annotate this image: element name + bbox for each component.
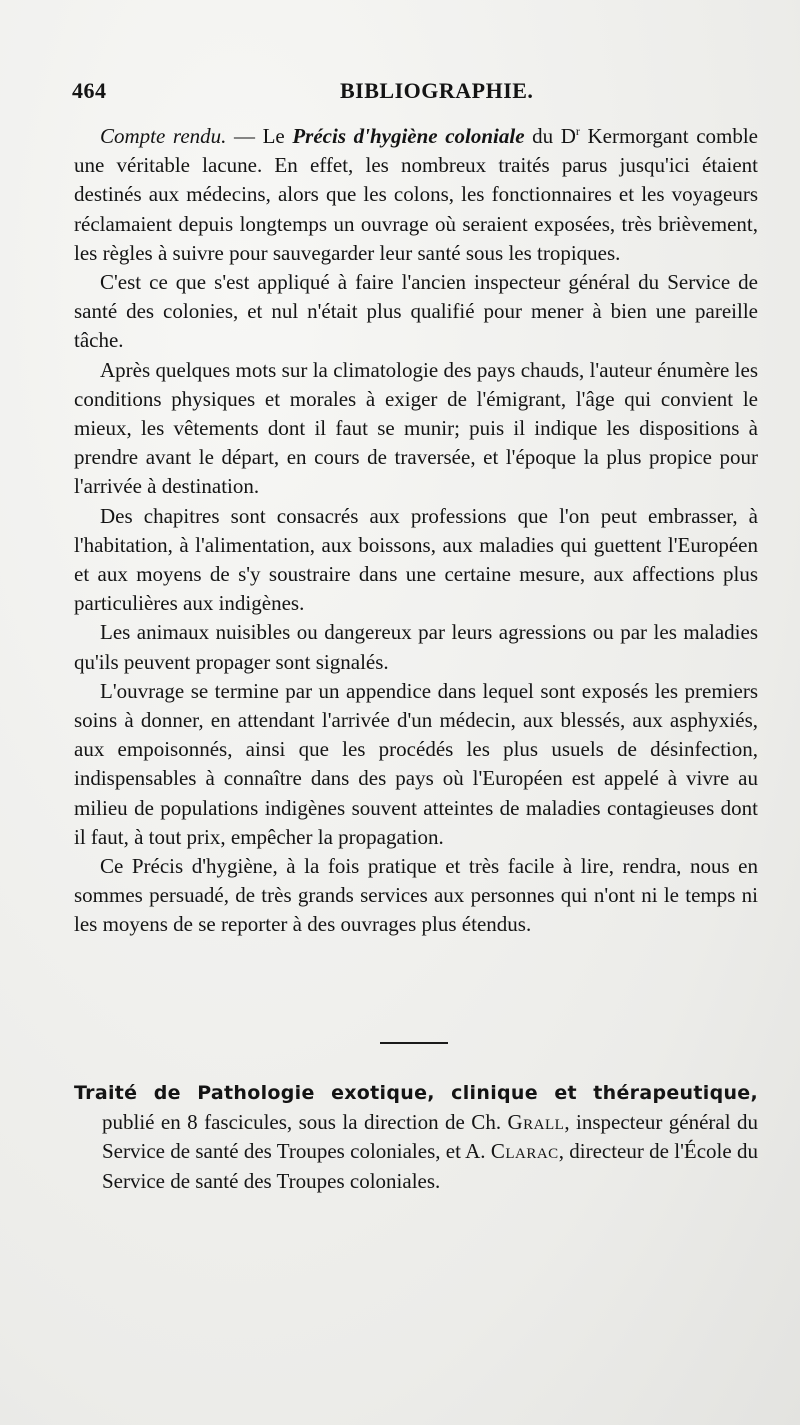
entry-name-grall: Grall <box>507 1110 565 1135</box>
book-title: Précis d'hygiène coloniale <box>292 124 525 148</box>
entry-name-clarac: Clarac <box>490 1139 559 1164</box>
section-title: BIBLIOGRAPHIE. <box>340 78 534 103</box>
review-paragraph-1 <box>74 122 758 268</box>
author-sup: r <box>575 124 580 138</box>
review-paragraph-1-text: Kermorgant comble une véritable lacune. En effet, les nombreux traités parus jusqu'ici étaient destinés aux médecins, alors que les colons, les fonctionnaires et les voyageurs réclamaient depuis longtemps un ouvrage où seraient exposées, très brièvement, les règles à suivre pour sauvegarder leur santé sous les tropiques. <box>74 124 758 265</box>
review-paragraph-4: Des chapitres sont consacrés aux professions que l'on peut embrasser, à l'habitation, à l'alimentation, aux boissons, aux maladies qui guettent l'Européen et aux moyens de s'y soustraire dans une certaine mesure, aux affections plus particulières aux indigènes. <box>74 503 758 616</box>
review-dash: — Le <box>226 124 293 148</box>
entry-text-2: , inspecteur général du Service de santé des Troupes coloniales, et A. <box>102 1110 758 1164</box>
review-paragraph-7: Ce Précis d'hygiène, à la fois pratique et très facile à lire, rendra, nous en sommes persuadé, de très grands services aux personnes qui n'ont ni le temps ni les moyens de se reporter à des ouvrages plus étendus. <box>74 854 758 937</box>
review-paragraph-2: C'est ce que s'est appliqué à faire l'ancien inspecteur général du Service de santé des colonies, et nul n'était plus qualifié pour mener à bien une pareille tâche. <box>74 270 758 353</box>
bibliography-entry <box>74 1078 758 1196</box>
entry-text-1: publié en 8 fascicules, sous la direction de Ch. <box>102 1110 508 1135</box>
entry-title: Traité de Pathologie exotique, clinique et thérapeutique, <box>74 1082 758 1104</box>
entry-text-3: , directeur de l'École du Service de santé des Troupes coloniales. <box>102 1139 758 1193</box>
author-prefix: du D <box>524 124 576 148</box>
review-paragraph-5: Les animaux nuisibles ou dangereux par leurs agressions ou par les maladies qu'ils peuvent propager sont signalés. <box>74 620 758 674</box>
review-text <box>74 122 758 940</box>
section-divider <box>380 1042 448 1044</box>
running-head <box>72 78 752 108</box>
review-paragraph-6: L'ouvrage se termine par un appendice dans lequel sont exposés les premiers soins à donner, en attendant l'arrivée d'un médecin, aux blessés, aux asphyxiés, aux empoisonnés, ainsi que les procédés les plus usuels de désinfection, indispensables à connaître dans des pays où l'Européen est appelé à vivre au milieu de populations indigènes souvent atteintes de maladies contagieuses dont il faut, à tout prix, empêcher la propagation. <box>74 678 758 849</box>
review-label: Compte rendu. <box>100 124 227 148</box>
review-paragraph-3: Après quelques mots sur la climatologie des pays chauds, l'auteur énumère les conditions physiques et morales à exiger de l'émigrant, l'âge qui convient le mieux, les vêtements dont il faut se munir; puis il indique les dispositions à prendre avant le départ, en cours de traversée, et l'époque la plus propice pour l'arrivée à destination. <box>74 357 758 499</box>
page-number: 464 <box>72 78 107 103</box>
